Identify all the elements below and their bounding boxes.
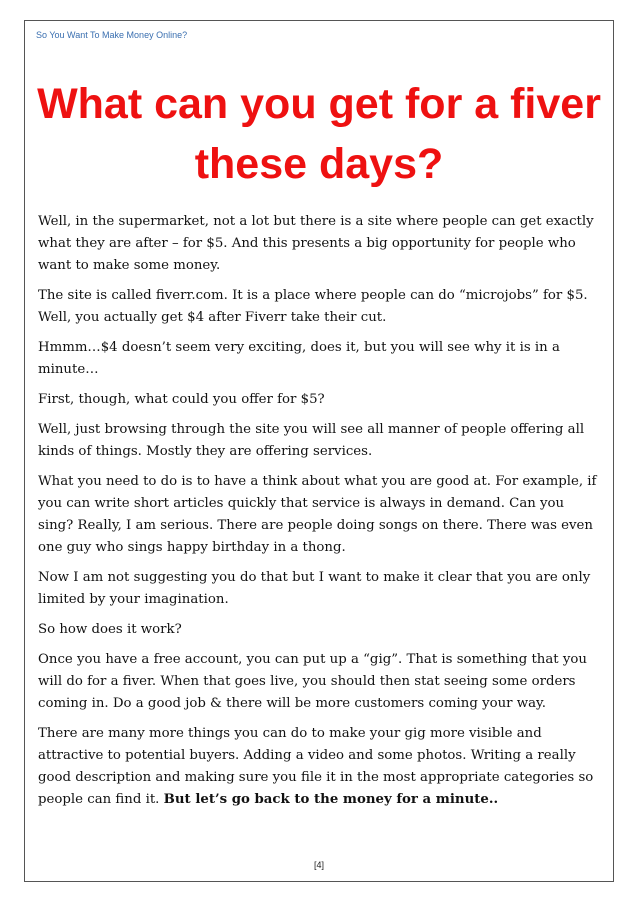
paragraph: What you need to do is to have a think about what you are good at. For example, if you can write short articles quickly that service is always in demand. Can you sing? Really, I am serious. There are people doing songs on there. There was even one guy who sings happy birthday in a thong. <box>38 474 597 555</box>
running-header: So You Want To Make Money Online? <box>36 30 188 40</box>
paragraph: First, though, what could you offer for $5? <box>38 392 325 407</box>
paragraph: So how does it work? <box>38 622 182 637</box>
paragraph: Once you have a free account, you can put up a “gig”. That is something that you will do for a fiver. When that goes live, you should then stat seeing some orders coming in. Do a good job & there will be more customers coming your way. <box>38 652 587 711</box>
paragraph: Hmmm…$4 doesn’t seem very exciting, does it, but you will see why it is in a minute… <box>38 340 560 377</box>
paragraph: The site is called fiverr.com. It is a place where people can do “microjobs” for $5. Well, you actually get $4 after Fiverr take their cut. <box>38 288 588 325</box>
paragraph-last-text: There are many more things you can do to make your gig more visible and attractive to potential buyers. Adding a video and some photos. Writing a really good description and making sure you file it in the most appropriate categories so people can find it. <box>38 726 594 807</box>
paragraph: Well, in the supermarket, not a lot but there is a site where people can get exactly what they are after – for $5. And this presents a big opportunity for people who want to make some money. <box>38 214 594 273</box>
paragraph-last <box>38 723 598 811</box>
paragraph: Well, just browsing through the site you will see all manner of people offering all kinds of things. Mostly they are offering services. <box>38 422 585 459</box>
body-text <box>38 211 598 819</box>
page-headline: What can you get for a fiver these days? <box>37 80 601 188</box>
paragraph: Now I am not suggesting you do that but I want to make it clear that you are only limited by your imagination. <box>38 570 591 607</box>
paragraph-last-bold: But let’s go back to the money for a minute.. <box>163 792 499 807</box>
page-number: [4] <box>313 860 324 870</box>
